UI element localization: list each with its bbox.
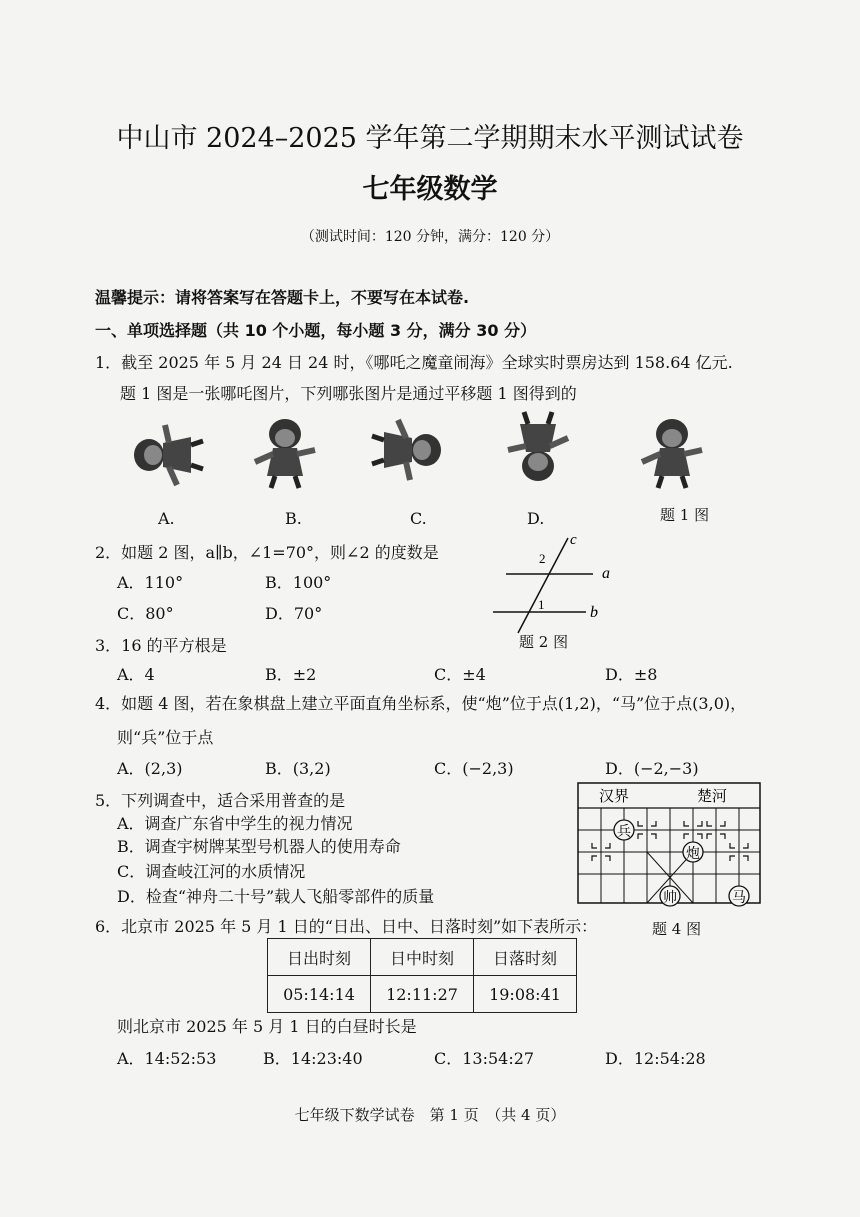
q6-option-d: D．12:54:28 bbox=[605, 1049, 706, 1068]
label-a: a bbox=[602, 565, 610, 582]
q2-option-d: D．70° bbox=[265, 604, 323, 623]
q1-option-b: B. bbox=[285, 509, 302, 528]
q4-stem-line2: 则“兵”位于点 bbox=[117, 728, 214, 747]
label-angle-2: 2 bbox=[539, 551, 546, 566]
q6-times-table bbox=[267, 938, 577, 1013]
q4-option-b: B．(3,2) bbox=[265, 759, 331, 778]
q2-stem: 2．如题 2 图，a∥b，∠1=70°，则∠2 的度数是 bbox=[95, 543, 439, 562]
label-b: b bbox=[590, 604, 598, 621]
q2-option-b: B．100° bbox=[265, 573, 332, 592]
table-header-row bbox=[268, 939, 577, 976]
exam-info: （测试时间：120 分钟，满分：120 分） bbox=[300, 229, 560, 245]
q5-option-d: D．检查“神舟二十号”载人飞船零部件的质量 bbox=[117, 887, 435, 906]
q6-option-a: A．14:52:53 bbox=[117, 1049, 217, 1068]
q1-image-original bbox=[632, 410, 712, 490]
q4-figure-caption: 题 4 图 bbox=[652, 920, 702, 938]
table-header-cell: 日中时刻 bbox=[371, 939, 474, 976]
q3-option-c: C．±4 bbox=[434, 665, 486, 684]
label-angle-1: 1 bbox=[538, 597, 545, 612]
q6-stem: 6．北京市 2025 年 5 月 1 日的“日出、日中、日落时刻”如下表所示： bbox=[95, 917, 598, 936]
q4-chessboard-figure bbox=[575, 780, 765, 908]
q1-figure-caption: 题 1 图 bbox=[660, 506, 710, 524]
table-cell: 19:08:41 bbox=[474, 976, 577, 1013]
piece-bing: 兵 bbox=[617, 825, 631, 840]
q1-image-d bbox=[498, 410, 578, 490]
q5-stem: 5．下列调查中，适合采用普查的是 bbox=[95, 791, 346, 810]
table-row bbox=[268, 976, 577, 1013]
q4-option-a: A．(2,3) bbox=[117, 759, 183, 778]
q6-option-b: B．14:23:40 bbox=[263, 1049, 363, 1068]
table-cell: 12:11:27 bbox=[371, 976, 474, 1013]
table-cell: 05:14:14 bbox=[268, 976, 371, 1013]
page-footer: 七年级下数学试卷 第 1 页 （共 4 页） bbox=[294, 1106, 566, 1124]
q5-option-c: C．调查岐江河的水质情况 bbox=[117, 862, 306, 881]
board-label-left: 汉界 bbox=[599, 789, 630, 805]
q1-option-d: D. bbox=[527, 509, 545, 528]
section-heading: 一、单项选择题（共 10 个小题，每小题 3 分，满分 30 分） bbox=[95, 321, 537, 340]
q1-stem-line1: 1．截至 2025 年 5 月 24 日 24 时，《哪吒之魔童闹海》全球实时票房达到 158.64 亿元. bbox=[95, 353, 733, 372]
q1-option-a: A. bbox=[158, 509, 175, 528]
q1-stem-line2: 题 1 图是一张哪吒图片，下列哪张图片是通过平移题 1 图得到的 bbox=[120, 384, 577, 403]
q3-stem: 3．16 的平方根是 bbox=[95, 636, 227, 655]
q3-option-a: A．4 bbox=[117, 665, 155, 684]
q2-option-c: C．80° bbox=[117, 604, 174, 623]
q5-option-a: A．调查广东省中学生的视力情况 bbox=[117, 814, 353, 833]
q1-image-c bbox=[370, 410, 450, 490]
q4-option-c: C．(−2,3) bbox=[434, 759, 514, 778]
q3-option-b: B．±2 bbox=[265, 665, 317, 684]
q6-option-c: C．13:54:27 bbox=[434, 1049, 535, 1068]
q6-question: 则北京市 2025 年 5 月 1 日的白昼时长是 bbox=[117, 1017, 417, 1036]
exam-subject: 七年级数学 bbox=[362, 174, 498, 205]
piece-shuai: 帅 bbox=[663, 891, 677, 906]
q1-image-b bbox=[245, 410, 325, 490]
q2-figure bbox=[488, 530, 618, 640]
piece-pao: 炮 bbox=[686, 847, 700, 862]
q3-option-d: D．±8 bbox=[605, 665, 658, 684]
board-label-right: 楚河 bbox=[697, 789, 728, 805]
q5-option-b: B．调查宇树牌某型号机器人的使用寿命 bbox=[117, 837, 401, 856]
q4-option-d: D．(−2,−3) bbox=[605, 759, 699, 778]
q1-option-c: C. bbox=[410, 509, 427, 528]
exam-tip: 温馨提示：请将答案写在答题卡上，不要写在本试卷. bbox=[95, 288, 470, 307]
table-header-cell: 日落时刻 bbox=[474, 939, 577, 976]
piece-ma: 马 bbox=[732, 891, 746, 906]
exam-title: 中山市 2024–2025 学年第二学期期末水平测试试卷 bbox=[116, 123, 744, 154]
table-header-cell: 日出时刻 bbox=[268, 939, 371, 976]
q2-figure-caption: 题 2 图 bbox=[519, 633, 569, 651]
label-c: c bbox=[570, 532, 577, 548]
q1-image-a bbox=[125, 415, 205, 495]
q2-option-a: A．110° bbox=[117, 573, 184, 592]
q4-stem-line1: 4．如题 4 图，若在象棋盘上建立平面直角坐标系，使“炮”位于点(1,2)，“马”位于点(3,0)， bbox=[95, 694, 747, 713]
